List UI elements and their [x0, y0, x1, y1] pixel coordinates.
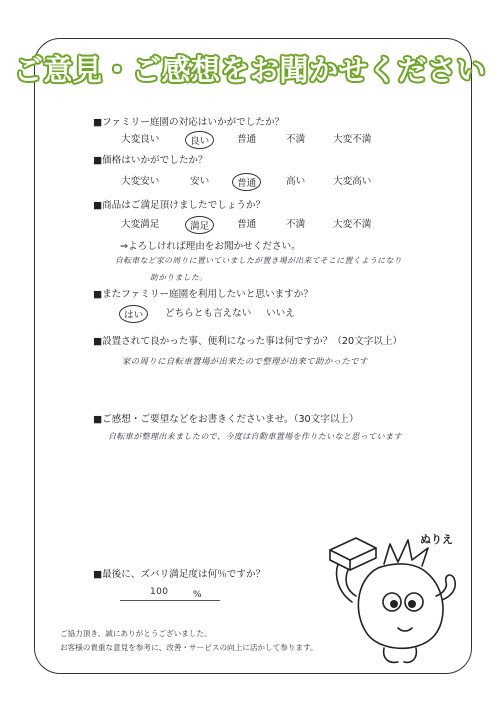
q7-value[interactable]: 100	[150, 587, 169, 597]
q3-option-5[interactable]: 大変不満	[333, 219, 372, 230]
page-title: ご意見・ご感想をお聞かせください	[13, 53, 486, 87]
footer-note: お客様の貴重な意見を参考に、改善・サービスの向上に活かして参ります。	[60, 643, 318, 652]
q2-label: ■価格はいかがでしたか？	[93, 155, 208, 166]
q2-option-3-selected[interactable]: 普通	[232, 173, 261, 191]
q1-option-2-selected[interactable]: 良い	[185, 131, 214, 149]
q5-answer[interactable]: 家の周りに自転車置場が出来たので整理が出来て助かったです	[122, 356, 368, 366]
q1-options	[0, 131, 500, 145]
q7-label: ■最後に、ズバリ満足度は何％ですか？	[93, 569, 266, 580]
footer-thanks: ご協力頂き、誠にありがとうございました。	[60, 629, 212, 638]
q3-reason-prompt: ⇒よろしければ理由をお聞かせください。	[120, 241, 301, 252]
q6-label: ■ご感想・ご要望などをお書きくださいませ。（30文字以上）	[93, 414, 359, 425]
q7-answer-line	[120, 600, 220, 601]
q2-option-5[interactable]: 大変高い	[333, 176, 372, 187]
q4-label: ■またファミリー庭園を利用したいと思いますか？	[93, 289, 313, 300]
q2-option-4[interactable]: 高い	[286, 176, 306, 187]
q4-option-3[interactable]: いいえ	[266, 308, 295, 319]
q3-label: ■商品はご満足頂けましたでしょうか？	[93, 200, 266, 211]
q2-options	[0, 173, 500, 187]
q1-option-3[interactable]: 普通	[237, 134, 257, 145]
q3-options	[0, 216, 500, 230]
q4-option-1-selected[interactable]: はい	[119, 305, 148, 323]
mascot-label: ぬりえ	[420, 533, 453, 546]
q4-options	[0, 305, 500, 319]
mascot-illustration-icon	[318, 530, 478, 670]
q3-option-2-selected[interactable]: 満足	[185, 216, 214, 234]
q1-option-4[interactable]: 不満	[286, 134, 306, 145]
q1-label: ■ファミリー庭園の対応はいかがでしたか？	[93, 117, 285, 128]
q2-option-1[interactable]: 大変安い	[121, 176, 160, 187]
q6-answer[interactable]: 自転車が整理出来ましたので、今度は自動車置場を作りたいなと思っています	[108, 432, 402, 441]
q5-label: ■設置されて良かった事、便利になった事は何ですか？（20文字以上）	[93, 336, 403, 347]
q2-option-2[interactable]: 安い	[190, 176, 210, 187]
q3-option-3[interactable]: 普通	[237, 219, 257, 230]
q3-reason-answer-line2: 助かりました。	[150, 273, 208, 282]
q7-unit: %	[193, 590, 202, 600]
q3-option-1[interactable]: 大変満足	[121, 219, 160, 230]
q1-option-1[interactable]: 大変良い	[121, 134, 160, 145]
q3-reason-answer-line1: 自転車など家の周りに置いていましたが置き場が出来てそこに置くようになり	[115, 256, 402, 265]
q3-option-4[interactable]: 不満	[286, 219, 306, 230]
q4-option-2[interactable]: どちらとも言えない	[165, 308, 252, 319]
q1-option-5[interactable]: 大変不満	[333, 134, 372, 145]
